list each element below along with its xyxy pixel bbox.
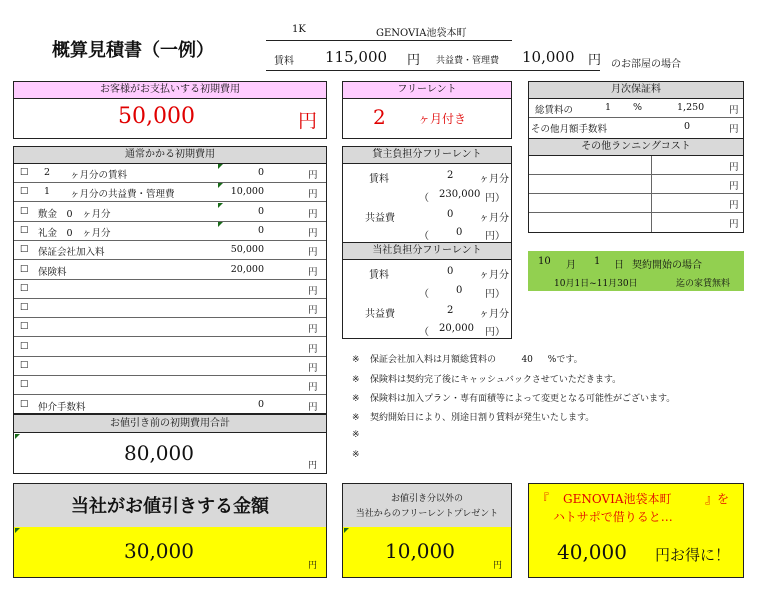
- property-suffix: のお部屋の場合: [611, 59, 681, 70]
- row-label: 仲介手数料: [38, 401, 86, 413]
- row-unit: 円: [308, 266, 318, 278]
- table-row: [14, 241, 326, 260]
- company-fee-amount: 20,000: [439, 323, 474, 334]
- rent-label: 賃料: [274, 56, 294, 67]
- note-mark: ※: [352, 450, 360, 460]
- company-free-rent-box: [342, 242, 512, 339]
- running-cost-unit: 円: [729, 200, 739, 211]
- owner-fee-close: 円）: [485, 231, 505, 242]
- running-cost-box: [528, 138, 744, 233]
- table-row: [14, 203, 326, 222]
- subtotal-value: 80,000: [124, 441, 194, 465]
- company-fee-label: 共益費: [365, 309, 395, 320]
- checkbox-icon[interactable]: ☐: [20, 282, 29, 294]
- initial-payment-unit: 円: [298, 110, 318, 132]
- free-rent-header: フリーレント: [343, 82, 511, 99]
- subtotal-box: [13, 414, 327, 474]
- row-label: 保証会社加入料: [38, 247, 105, 259]
- note-mark: ※: [352, 355, 360, 365]
- guarantee-header: 月次保証料: [529, 82, 743, 99]
- promo-name: GENOVIA池袋本町: [563, 492, 672, 506]
- note-1-post: %です。: [547, 355, 583, 365]
- row-unit: 円: [308, 305, 318, 317]
- free-rent-months: 2: [373, 105, 386, 129]
- note-2: [352, 372, 621, 385]
- owner-free-rent-header: 貸主負担分フリーレント: [343, 147, 511, 164]
- running-cost-row: [529, 175, 743, 194]
- present-header-line2: 当社からのフリーレントプレゼント: [355, 509, 499, 519]
- row-unit: 円: [308, 343, 318, 355]
- guarantee-row1-label: 総賃料の: [535, 105, 574, 116]
- promo-unit: 円お得に！: [655, 546, 731, 564]
- row-months: 1: [44, 186, 51, 198]
- note-3-text: 保険料は加入プラン・専有面積等によって変更となる可能性がございます。: [370, 394, 676, 404]
- running-cost-unit: 円: [729, 219, 739, 230]
- running-cost-unit: 円: [729, 162, 739, 173]
- guarantee-row2-label: その他月額手数料: [531, 124, 608, 135]
- contract-month-unit: 月: [566, 260, 576, 271]
- contract-free-text: 迄の家賃無料: [676, 279, 731, 289]
- guarantee-row1-pct: %: [633, 102, 643, 113]
- company-rent-label: 賃料: [369, 270, 389, 281]
- checkbox-icon[interactable]: ☐: [20, 302, 29, 314]
- company-rent-months: 0: [447, 266, 454, 277]
- discount-unit: 円: [308, 561, 318, 571]
- row-label: 敷金 0 ヶ月分: [38, 208, 111, 220]
- present-unit: 円: [493, 561, 503, 571]
- checkbox-icon[interactable]: ☐: [20, 398, 29, 410]
- note-3: [352, 391, 675, 404]
- table-row: [14, 222, 326, 241]
- free-rent-box: [342, 81, 512, 139]
- cell-marker: [218, 222, 223, 227]
- row-value: 0: [257, 398, 264, 410]
- row-label: ヶ月分の賃料: [70, 170, 128, 181]
- owner-rent-months-unit: ヶ月分: [479, 174, 509, 185]
- promo-box: [528, 483, 744, 578]
- company-free-rent-header: 当社負担分フリーレント: [343, 243, 511, 260]
- owner-rent-amount: 230,000: [439, 189, 481, 200]
- initial-payment-box: [13, 81, 327, 139]
- discount-value: 30,000: [124, 539, 194, 563]
- owner-fee-months: 0: [447, 209, 454, 220]
- row-value: 0: [257, 167, 264, 178]
- note-1-num: 40: [521, 355, 533, 365]
- row-unit: 円: [308, 189, 318, 201]
- company-rent-amount: 0: [456, 285, 463, 296]
- checkbox-icon[interactable]: ☐: [20, 379, 29, 391]
- cell-marker: [218, 164, 223, 169]
- fee-value: 10,000: [522, 48, 575, 66]
- present-header-line1: お値引き分以外の: [390, 494, 463, 504]
- running-cost-row: [529, 213, 743, 232]
- row-unit: 円: [308, 363, 318, 374]
- contract-day-unit: 日: [614, 260, 624, 271]
- cell-marker: [218, 183, 223, 188]
- row-value: 10,000: [230, 186, 264, 198]
- guarantee-row2-unit: 円: [729, 124, 739, 135]
- note-5: [352, 430, 370, 440]
- row-months: 2: [44, 167, 51, 178]
- initial-payment-header: お客様がお支払いする初期費用: [14, 82, 326, 99]
- present-value: 10,000: [385, 539, 455, 563]
- table-row: [14, 376, 326, 395]
- note-4-text: 契約開始日により、別途日割り賃料が発生いたします。: [370, 413, 595, 423]
- promo-line2: ハトサポで借りると…: [553, 510, 673, 524]
- company-rent-close: 円）: [485, 289, 505, 300]
- discount-box: [13, 483, 327, 578]
- usual-costs-table: [13, 146, 327, 414]
- row-unit: 円: [308, 285, 318, 297]
- contract-box: [528, 251, 744, 291]
- promo-open: 『: [537, 492, 550, 506]
- owner-rent-label: 賃料: [369, 174, 389, 185]
- checkbox-icon[interactable]: ☐: [20, 167, 29, 178]
- contract-start-text: 契約開始の場合: [632, 260, 702, 271]
- table-row: [14, 261, 326, 280]
- free-rent-unit: ヶ月付き: [418, 112, 467, 126]
- fee-unit: 円: [588, 53, 602, 68]
- promo-value: 40,000: [557, 540, 627, 564]
- table-row: [14, 338, 326, 357]
- row-unit: 円: [308, 324, 318, 336]
- table-row: [14, 299, 326, 318]
- running-cost-row: [529, 156, 743, 175]
- row-unit: 円: [308, 208, 318, 220]
- checkbox-icon[interactable]: ☐: [20, 340, 29, 352]
- table-row: [14, 318, 326, 337]
- row-unit: 円: [308, 382, 318, 394]
- guarantee-row1-value: 1,250: [677, 102, 705, 113]
- present-box: [342, 483, 512, 578]
- guarantee-row1-num: 1: [605, 102, 612, 113]
- promo-close: 』を: [705, 492, 730, 506]
- checkbox-icon[interactable]: ☐: [20, 263, 29, 275]
- company-fee-months: 2: [447, 305, 454, 316]
- rent-value: 115,000: [325, 48, 388, 66]
- row-label: 保険料: [38, 266, 67, 278]
- contract-day: 1: [594, 256, 601, 267]
- guarantee-row2-value: 0: [684, 121, 691, 132]
- table-row: [14, 357, 326, 376]
- cell-marker: [344, 528, 349, 533]
- note-mark: ※: [352, 375, 360, 385]
- row-value: 50,000: [230, 244, 264, 256]
- initial-payment-value: 50,000: [118, 104, 195, 129]
- cell-marker: [218, 203, 223, 208]
- fee-label: 共益費・管理費: [436, 56, 500, 66]
- page-title: 概算見積書（一例）: [52, 40, 214, 61]
- note-mark: ※: [352, 430, 360, 440]
- note-4: [352, 410, 594, 423]
- owner-rent-close: 円）: [485, 193, 505, 204]
- guarantee-box: [528, 81, 744, 139]
- row-label: ヶ月分の共益費・管理費: [70, 189, 175, 201]
- checkbox-icon[interactable]: ☐: [20, 321, 29, 333]
- checkbox-icon[interactable]: ☐: [20, 224, 29, 236]
- owner-rent-open: （: [419, 193, 429, 204]
- owner-fee-open: （: [419, 231, 429, 242]
- company-fee-months-unit: ヶ月分: [479, 309, 509, 320]
- owner-free-rent-box: [342, 146, 512, 243]
- property-name: GENOVIA池袋本町: [376, 28, 467, 39]
- cell-marker: [15, 434, 20, 439]
- table-row: [14, 396, 326, 415]
- checkbox-icon[interactable]: ☐: [20, 186, 29, 198]
- owner-rent-months: 2: [447, 170, 454, 181]
- row-unit: 円: [308, 401, 318, 413]
- subtotal-header: お値引き前の初期費用合計: [14, 415, 326, 433]
- table-row: [14, 183, 326, 202]
- note-1-pre: 保証会社加入料は月額総賃料の: [370, 355, 497, 365]
- discount-header: 当社がお値引きする金額: [71, 496, 269, 517]
- checkbox-icon[interactable]: ☐: [20, 244, 29, 256]
- guarantee-row: [529, 118, 743, 137]
- running-cost-header: その他ランニングコスト: [529, 139, 743, 156]
- note-mark: ※: [352, 413, 360, 423]
- note-6: [352, 450, 370, 460]
- company-fee-close: 円）: [485, 327, 505, 338]
- guarantee-row1-unit: 円: [729, 105, 739, 116]
- owner-fee-months-unit: ヶ月分: [479, 213, 509, 224]
- checkbox-icon[interactable]: ☐: [20, 205, 29, 217]
- divider: [266, 40, 512, 41]
- subtotal-unit: 円: [308, 461, 318, 471]
- note-2-text: 保険料は契約完了後にキャッシュバックさせていただきます。: [370, 375, 622, 385]
- company-fee-open: （: [419, 327, 429, 338]
- contract-month: 10: [538, 256, 551, 267]
- note-mark: ※: [352, 394, 360, 404]
- running-cost-unit: 円: [729, 181, 739, 192]
- row-unit: 円: [308, 247, 318, 259]
- rent-unit: 円: [407, 53, 421, 68]
- divider: [266, 70, 600, 71]
- note-1: [352, 352, 583, 365]
- checkbox-icon[interactable]: ☐: [20, 360, 29, 371]
- row-label: 礼金 0 ヶ月分: [38, 227, 111, 239]
- table-row: [14, 280, 326, 299]
- row-value: 20,000: [230, 263, 264, 275]
- row-unit: 円: [308, 170, 318, 181]
- usual-costs-header: 通常かかる初期費用: [14, 147, 326, 164]
- running-cost-row: [529, 194, 743, 213]
- row-value: 0: [257, 205, 264, 217]
- row-unit: 円: [308, 227, 318, 239]
- guarantee-row: [529, 99, 743, 118]
- owner-fee-amount: 0: [456, 227, 463, 238]
- row-value: 0: [257, 224, 264, 236]
- owner-fee-label: 共益費: [365, 213, 395, 224]
- company-rent-open: （: [419, 289, 429, 300]
- property-layout: 1K: [292, 24, 306, 35]
- company-rent-months-unit: ヶ月分: [479, 270, 509, 281]
- cell-marker: [15, 528, 20, 533]
- table-row: [14, 164, 326, 183]
- contract-range: 10月1日~11月30日: [554, 279, 638, 289]
